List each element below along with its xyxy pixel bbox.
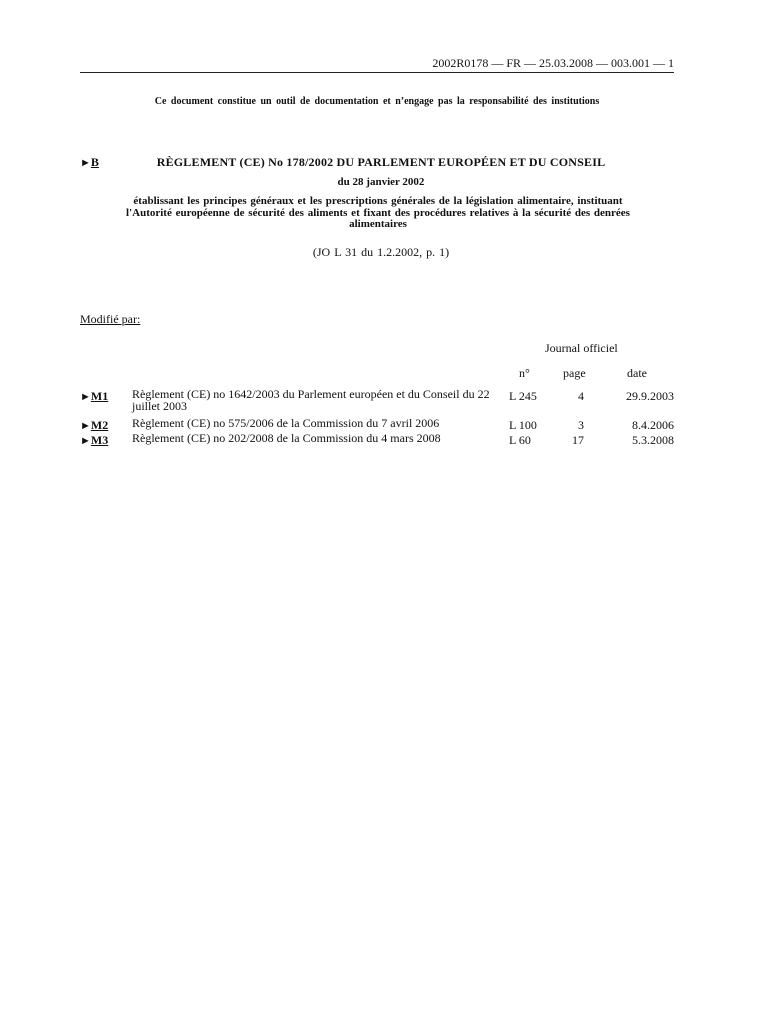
amendment-code[interactable]: M2: [90, 418, 109, 432]
amendment-journal-number: L 245: [509, 389, 537, 403]
amendment-code[interactable]: M1: [90, 389, 109, 403]
header-rule: [80, 72, 674, 73]
arrow-right-icon: ►: [80, 420, 91, 432]
arrow-right-icon: ►: [80, 435, 91, 447]
regulation-date: du 28 janvier 2002: [337, 176, 425, 188]
regulation-title: RÈGLEMENT (CE) No 178/2002 DU PARLEMENT EUROPÉEN ET DU CONSEIL: [156, 155, 606, 169]
amendment-journal-number: L 100: [509, 418, 537, 432]
arrow-right-icon: ►: [80, 157, 91, 169]
column-header-date: date: [627, 366, 647, 380]
arrow-right-icon: ►: [80, 391, 91, 403]
journal-reference: (JO L 31 du 1.2.2002, p. 1): [312, 245, 450, 259]
column-header-page: page: [563, 366, 586, 380]
document-reference: 2002R0178 — FR — 25.03.2008 — 003.001 — 1: [432, 56, 674, 70]
journal-officiel-heading: Journal officiel: [545, 341, 618, 355]
amendment-description: Règlement (CE) no 1642/2003 du Parlement européen et du Conseil du 22 juillet 2003: [132, 387, 490, 413]
amendment-date: 5.3.2008: [632, 433, 674, 447]
amendment-page: 4: [578, 389, 584, 403]
base-act-marker[interactable]: [80, 155, 99, 170]
amendment-description: Règlement (CE) no 202/2008 de la Commission du 4 mars 2008: [132, 431, 441, 445]
amendment-marker[interactable]: [80, 418, 108, 433]
amendment-page: 17: [572, 433, 584, 447]
amendment-page: 3: [578, 418, 584, 432]
amendment-date: 29.9.2003: [626, 389, 674, 403]
base-act-code[interactable]: B: [90, 155, 99, 169]
amendment-marker[interactable]: [80, 389, 108, 404]
column-header-number: n°: [519, 366, 530, 380]
amendment-journal-number: L 60: [509, 433, 531, 447]
amendment-description: Règlement (CE) no 575/2006 de la Commission du 7 avril 2006: [132, 416, 440, 430]
regulation-subtitle: établissant les principes généraux et les prescriptions générales de la législation alimentaire, instituant l'Autorité européenne de sécurité des aliments et fixant des procédures relatives à la sécurité des denrées alimentaires: [126, 195, 630, 230]
amendment-marker[interactable]: [80, 433, 108, 448]
disclaimer: Ce document constitue un outil de documentation et n’engage pas la responsabilité des institutions: [154, 96, 600, 107]
amendment-code[interactable]: M3: [90, 433, 109, 447]
amended-by-heading: Modifié par:: [80, 312, 141, 326]
amendment-date: 8.4.2006: [632, 418, 674, 432]
